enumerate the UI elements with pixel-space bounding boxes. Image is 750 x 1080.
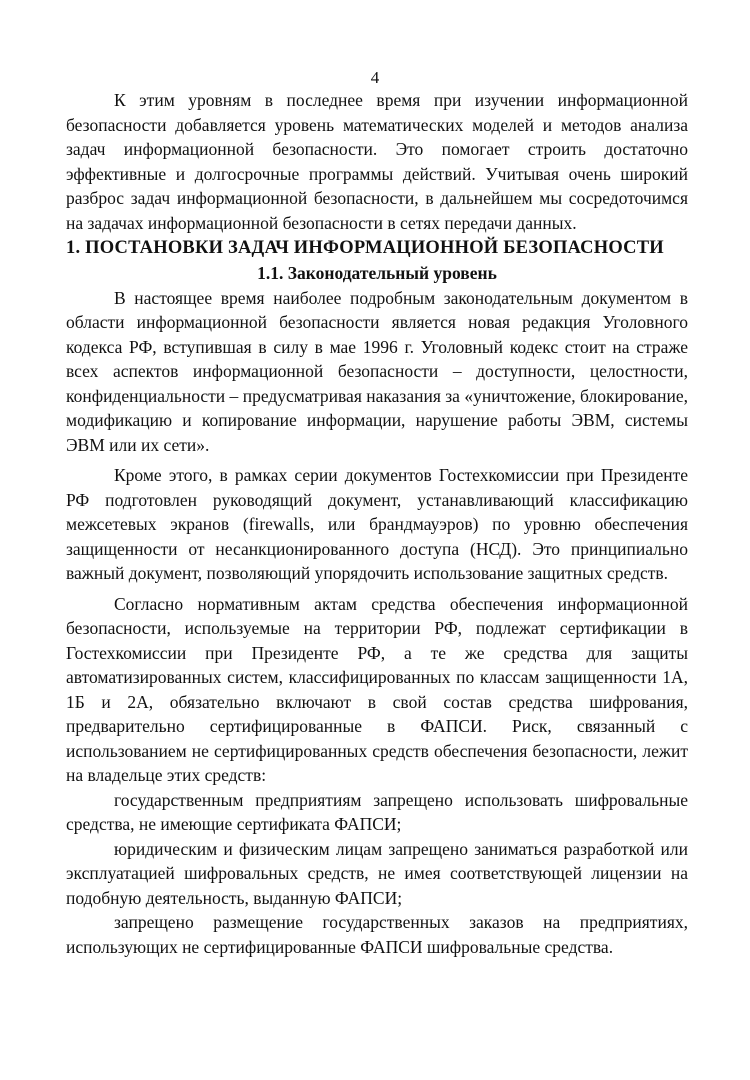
list-item: юридическим и физическим лицам запрещено заниматься разработкой или эксплуатацией шифровальных средств, не имея соответствующей лицензии на подобную деятельность, выданную ФАПСИ; [66, 838, 688, 908]
section-title: 1.1. Законодательный уровень [257, 263, 497, 283]
page-content [66, 88, 688, 959]
body-paragraph: Кроме этого, в рамках серии документов Гостехкомиссии при Президенте РФ подготовлен руководящий документ, устанавливающий классификацию межсетевых экранов (firewalls, или брандмауэров) по уровню обеспечения защищенности от несанкционированного доступа (НСД). Это принципиально важный документ, позволяющий упорядочить использование защитных средств. [66, 465, 688, 583]
body-paragraph: В настоящее время наиболее подробным законодательным документом в области информационной безопасности является новая редакция Уголовного кодекса РФ, вступившая в силу в мае 1996 г. Уголовный кодекс стоит на страже всех аспектов информационной безопасности – доступности, целостности, конфиденциальности – предусматривая наказания за «уничтожение, блокирование, модификацию и копирование информации, нарушение работы ЭВМ, системы ЭВМ или их сети». [66, 287, 688, 455]
intro-paragraph: К этим уровням в последнее время при изучении информационной безопасности добавляется уровень математических моделей и методов анализа задач информационной безопасности. Это помогает строить достаточно эффективные и долгосрочные программы действий. Учитывая очень широкий разброс задач информационной безопасности, в дальнейшем мы сосредоточимся на задачах информационной безопасности в сетях передачи данных. [66, 90, 688, 233]
body-paragraph: Согласно нормативным актам средства обеспечения информационной безопасности, используемые на территории РФ, подлежат сертификации в Гостехкомиссии при Президенте РФ, а те же средства для защиты автоматизированных систем, классифицированных по классам защищенности 1А, 1Б и 2А, обязательно включают в свой состав средства шифрования, предварительно сертифицированные в ФАПСИ. Риск, связанный с использованием не сертифицированных средств обеспечения безопасности, лежит на владельце этих средств: [66, 593, 688, 785]
list-item: запрещено размещение государственных заказов на предприятиях, использующих не сертифицированные ФАПСИ шифровальные средства. [66, 912, 688, 957]
page-number: 4 [370, 68, 380, 87]
chapter-title: 1. ПОСТАНОВКИ ЗАДАЧ ИНФОРМАЦИОННОЙ БЕЗОПАСНОСТИ [66, 238, 664, 258]
list-item: государственным предприятиям запрещено использовать шифровальные средства, не имеющие сертификата ФАПСИ; [66, 789, 688, 834]
